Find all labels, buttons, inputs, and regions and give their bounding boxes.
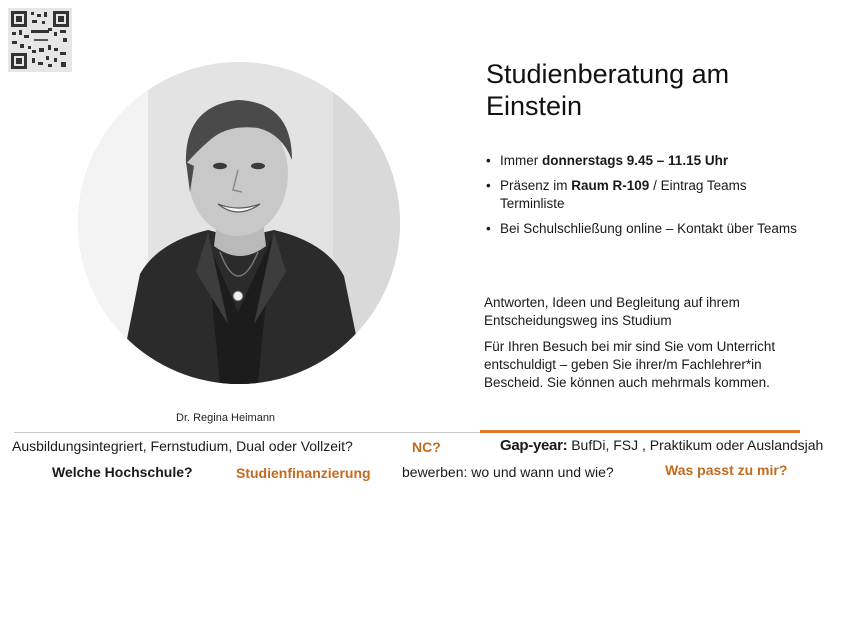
accent-divider-line [480,430,800,433]
photo-caption: Dr. Regina Heimann [176,412,276,424]
keyword-gap-year [500,437,823,454]
attendance-paragraph: Für Ihren Besuch bei mir sind Sie vom Unterricht entschuldigt – geben Sie ihrer/m Fachlehrer*in Bescheid. Sie können auch mehrmals kommen. [484,339,776,390]
list-item: • Immer donnerstags 9.45 – 11.15 Uhr [486,152,806,170]
keyword-ausbildung: Ausbildungsintegriert, Fernstudium, Dual oder Vollzeit? [12,438,353,454]
keyword-hochschule: Welche Hochschule? [52,464,193,480]
person-portrait-icon [78,62,400,384]
keyword-nc: NC? [412,439,441,455]
list-item: • Präsenz im Raum R-109 / Eintrag Teams Terminliste [486,177,806,213]
qr-code-icon [8,8,72,72]
gap-year-options: BufDi, FSJ , Praktikum oder Auslandsjah [567,437,824,453]
page-title: Studienberatung am Einstein [486,59,730,121]
intro-paragraph: Antworten, Ideen und Begleitung auf ihrem Entscheidungsweg ins Studium [484,295,740,328]
list-item: • Bei Schulschließung online – Kontakt über Teams [486,220,806,238]
portrait-photo [78,62,400,384]
gap-year-label: Gap-year: [500,437,568,454]
divider-line [14,432,480,433]
info-list [486,152,806,245]
keyword-finanzierung: Studienfinanzierung [236,465,371,481]
keyword-bewerben: bewerben: wo und wann und wie? [402,464,614,480]
keyword-passt: Was passt zu mir? [665,462,788,478]
qr-code[interactable] [8,8,72,72]
